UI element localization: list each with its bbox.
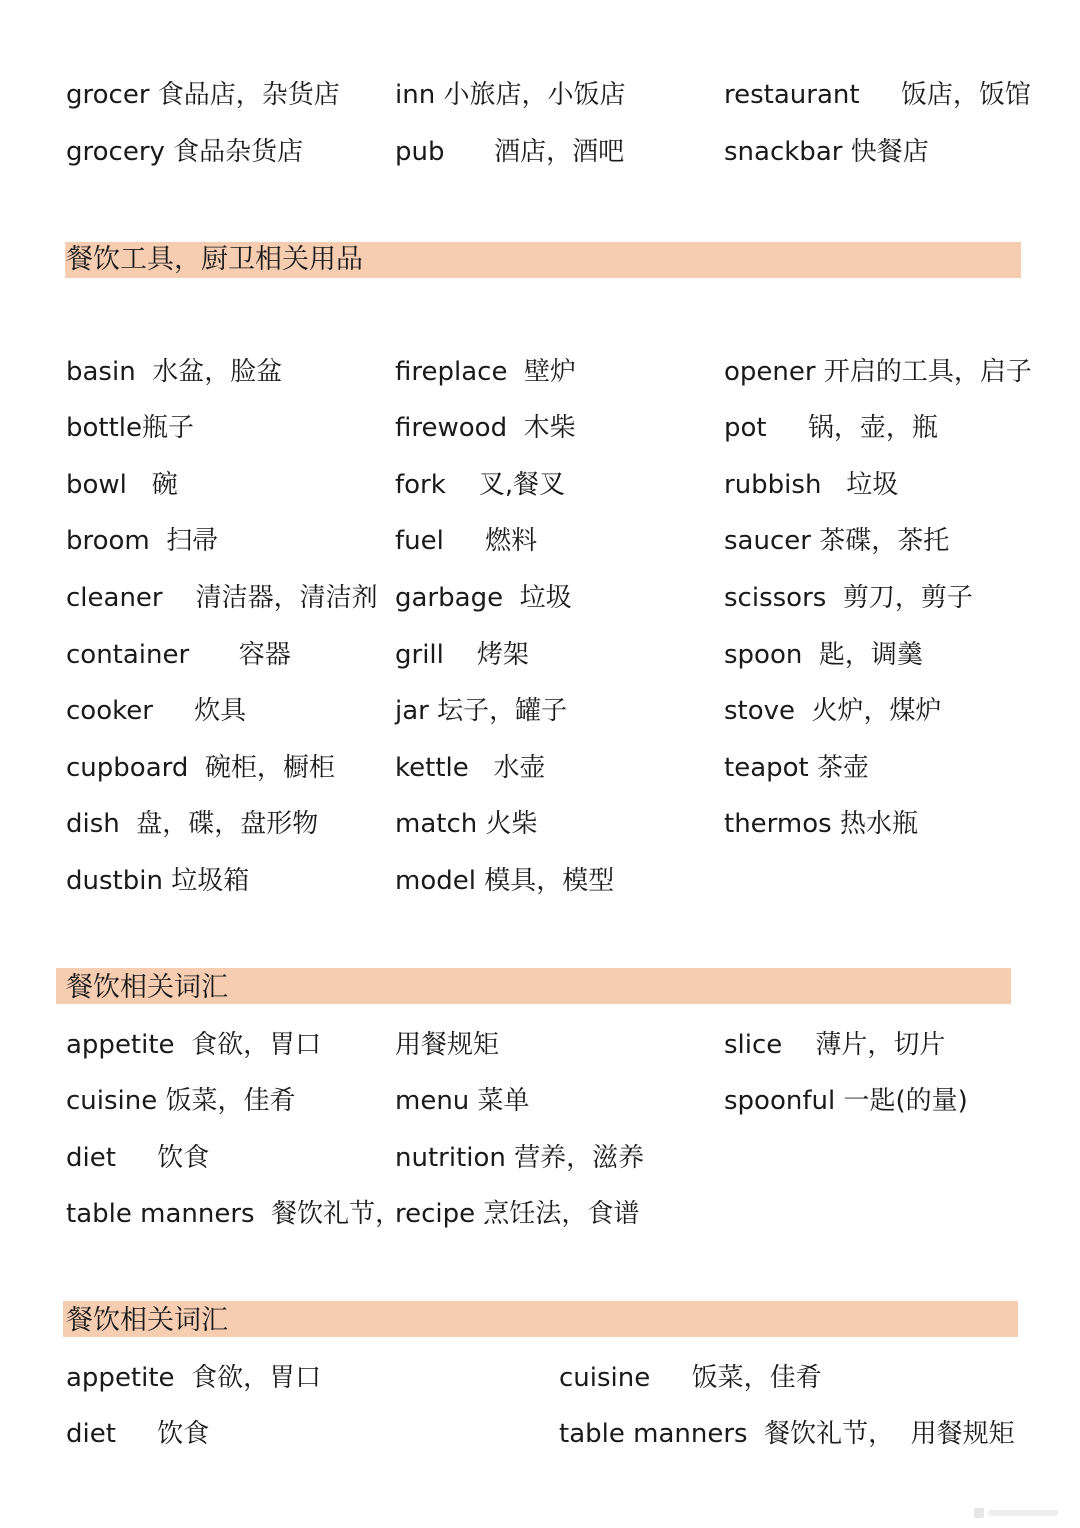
vocab-item: rubbish 垃圾	[724, 470, 899, 500]
vocab-item: dish 盘，碟，盘形物	[66, 809, 319, 839]
section-title-kitchen: 餐饮工具，厨卫相关用品	[66, 244, 363, 275]
vocab-item: slice 薄片，切片	[724, 1030, 946, 1060]
vocab-item: nutrition 营养，滋养	[395, 1143, 645, 1173]
vocab-item: cooker 炊具	[66, 696, 247, 726]
vocab-item: recipe 烹饪法，食谱	[395, 1199, 640, 1229]
vocab-item: stove 火炉，煤炉	[724, 696, 942, 726]
vocab-item: model 模具，模型	[395, 866, 615, 896]
vocab-item: fork 叉,餐叉	[395, 470, 566, 500]
vocab-item: firewood 木柴	[395, 413, 576, 443]
vocab-item: match 火柴	[395, 809, 538, 839]
vocab-item: cuisine 饭菜，佳肴	[559, 1363, 822, 1393]
vocab-item: kettle 水壶	[395, 753, 546, 783]
vocab-item: appetite 食欲，胃口	[66, 1030, 322, 1060]
vocab-item: basin 水盆，脸盆	[66, 357, 283, 387]
section-title-dining-repeat: 餐饮相关词汇	[66, 1305, 228, 1336]
vocab-item: thermos 热水瓶	[724, 809, 918, 839]
vocab-pub: pub 酒店，酒吧	[395, 137, 625, 167]
vocab-item: menu 菜单	[395, 1086, 530, 1116]
vocab-restaurant: restaurant 饭店，饭馆	[724, 80, 1031, 110]
vocab-item: fireplace 壁炉	[395, 357, 576, 387]
watermark-logo	[972, 1504, 1062, 1522]
vocab-item: table manners 餐饮礼节， 用餐规矩	[559, 1419, 1015, 1449]
vocab-snackbar: snackbar 快餐店	[724, 137, 929, 167]
vocab-item: table manners 餐饮礼节，	[66, 1199, 402, 1229]
vocab-item: opener 开启的工具，启子	[724, 357, 1032, 387]
vocab-item: 用餐规矩	[395, 1030, 500, 1060]
vocab-item: broom 扫帚	[66, 526, 219, 556]
vocab-item: teapot 茶壶	[724, 753, 869, 783]
vocab-item: saucer 茶碟，茶托	[724, 526, 950, 556]
vocab-item: cupboard 碗柜，橱柜	[66, 753, 335, 783]
vocab-inn: inn 小旅店，小饭店	[395, 80, 626, 110]
vocab-item: fuel 燃料	[395, 526, 538, 556]
vocab-item: dustbin 垃圾箱	[66, 866, 250, 896]
vocab-item: pot 锅，壶，瓶	[724, 413, 938, 443]
vocab-item: diet 饮食	[66, 1419, 210, 1449]
vocab-item: bowl 碗	[66, 470, 178, 500]
vocab-item: spoon 匙，调羹	[724, 640, 923, 670]
vocab-item: appetite 食欲，胃口	[66, 1363, 322, 1393]
vocab-item: diet 饮食	[66, 1143, 210, 1173]
vocab-item: cleaner 清洁器，清洁剂	[66, 583, 378, 613]
section-title-dining: 餐饮相关词汇	[66, 972, 228, 1003]
vocab-item: grill 烤架	[395, 640, 529, 670]
vocab-item: spoonful 一匙(的量)	[724, 1086, 968, 1116]
vocab-item: jar 坛子，罐子	[395, 696, 568, 726]
vocab-grocery: grocery 食品杂货店	[66, 137, 304, 167]
vocab-item: container 容器	[66, 640, 291, 670]
vocab-item: cuisine 饭菜，佳肴	[66, 1086, 296, 1116]
vocab-item: garbage 垃圾	[395, 583, 572, 613]
vocab-item: scissors 剪刀，剪子	[724, 583, 973, 613]
vocab-item: bottle瓶子	[66, 413, 195, 443]
vocab-grocer: grocer 食品店，杂货店	[66, 80, 340, 110]
